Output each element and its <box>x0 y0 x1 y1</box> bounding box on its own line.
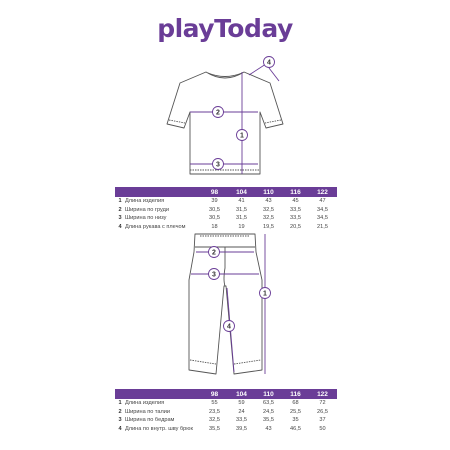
row-label: Длина изделия <box>125 400 165 407</box>
cell-value: 30,5 <box>209 215 220 222</box>
table-row <box>115 416 337 425</box>
cell-value: 26,5 <box>317 408 328 415</box>
cell-value: 21,5 <box>317 223 328 230</box>
cell-value: 41 <box>238 198 245 205</box>
cell-value: 32,5 <box>263 206 274 213</box>
cell-value: 20,5 <box>290 223 301 230</box>
cell-value: 46,5 <box>290 425 301 432</box>
cell-value: 32,5 <box>263 215 274 222</box>
row-number: 2 <box>118 206 122 213</box>
cell-value: 19 <box>238 223 245 230</box>
row-number: 1 <box>118 400 122 407</box>
cell-value: 59 <box>238 400 245 407</box>
svg-text:3: 3 <box>216 161 220 169</box>
row-label: Ширина по талии <box>125 408 171 415</box>
cell-value: 68 <box>292 400 299 407</box>
row-number: 3 <box>118 417 122 424</box>
cell-value: 39 <box>211 198 218 205</box>
cell-value: 31,5 <box>236 215 247 222</box>
cell-value: 24,5 <box>263 408 274 415</box>
brand-logo: playToday <box>157 14 293 43</box>
svg-text:1: 1 <box>240 132 244 140</box>
cell-value: 30,5 <box>209 206 220 213</box>
row-number: 3 <box>118 215 122 222</box>
svg-text:2: 2 <box>212 249 216 257</box>
table-row <box>115 214 337 223</box>
cell-value: 39,5 <box>236 425 247 432</box>
row-number: 1 <box>118 198 122 205</box>
cell-value: 31,5 <box>236 206 247 213</box>
cell-value: 47 <box>319 198 326 205</box>
row-label: Ширина по низу <box>125 215 167 222</box>
table-header <box>115 187 337 197</box>
cell-value: 23,5 <box>209 408 220 415</box>
size-header: 116 <box>290 390 301 398</box>
table-row <box>115 197 337 206</box>
cell-value: 33,5 <box>290 206 301 213</box>
cell-value: 50 <box>319 425 326 432</box>
cell-value: 19,5 <box>263 223 274 230</box>
size-header: 98 <box>210 188 219 196</box>
size-header: 122 <box>317 390 328 398</box>
tshirt-size-table <box>115 187 337 231</box>
table-row <box>115 223 337 232</box>
svg-text:4: 4 <box>267 59 271 67</box>
table-row <box>115 399 337 408</box>
pants-size-table <box>115 389 337 433</box>
cell-value: 32,5 <box>209 417 220 424</box>
row-label: Длина изделия <box>125 198 165 205</box>
cell-value: 43 <box>265 198 272 205</box>
svg-text:4: 4 <box>227 323 231 331</box>
cell-value: 37 <box>319 417 326 424</box>
cell-value: 33,5 <box>236 417 247 424</box>
size-header: 104 <box>236 390 247 398</box>
cell-value: 33,5 <box>290 215 301 222</box>
row-label: Длина по внутр. шву брюк <box>125 425 193 432</box>
svg-text:1: 1 <box>263 290 267 298</box>
row-number: 2 <box>118 408 122 415</box>
row-label: Ширина по бедрам <box>125 417 175 424</box>
row-label: Ширина по груди <box>125 206 170 213</box>
row-number: 4 <box>118 425 122 432</box>
cell-value: 72 <box>319 400 326 407</box>
size-header: 98 <box>210 390 219 398</box>
cell-value: 35,5 <box>209 425 220 432</box>
cell-value: 25,5 <box>290 408 301 415</box>
cell-value: 34,5 <box>317 206 328 213</box>
cell-value: 18 <box>211 223 218 230</box>
cell-value: 63,5 <box>263 400 274 407</box>
row-number: 4 <box>118 223 122 230</box>
svg-text:3: 3 <box>212 271 216 279</box>
tshirt-drawing <box>167 72 283 174</box>
size-header: 122 <box>317 188 328 196</box>
cell-value: 24 <box>238 408 245 415</box>
table-header <box>115 389 337 399</box>
size-header: 116 <box>290 188 301 196</box>
cell-value: 35 <box>292 417 299 424</box>
size-header: 110 <box>263 188 274 196</box>
table-row <box>115 206 337 215</box>
table-row <box>115 425 337 434</box>
cell-value: 43 <box>265 425 272 432</box>
size-header: 110 <box>263 390 274 398</box>
svg-text:2: 2 <box>216 109 220 117</box>
cell-value: 34,5 <box>317 215 328 222</box>
size-header: 104 <box>236 188 247 196</box>
cell-value: 55 <box>211 400 218 407</box>
row-label: Длина рукава с плечом <box>125 223 186 230</box>
pants-drawing <box>189 234 262 374</box>
cell-value: 45 <box>292 198 299 205</box>
table-row <box>115 408 337 417</box>
cell-value: 35,5 <box>263 417 274 424</box>
